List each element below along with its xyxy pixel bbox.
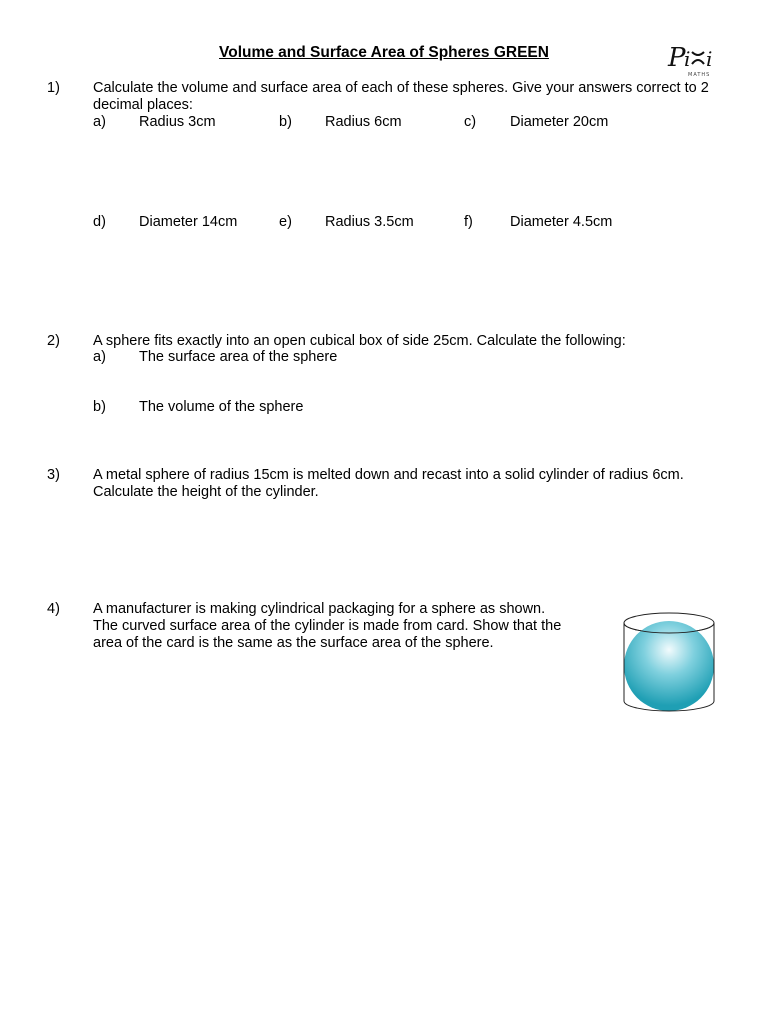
question-1-text: Calculate the volume and surface area of each of these spheres. Give your answers correct to 2 decimal places: (93, 80, 709, 113)
q2-part-a-text: The surface area of the sphere (139, 349, 338, 365)
q1-part-f-text: Diameter 4.5cm (510, 214, 613, 230)
question-2-text: A sphere fits exactly into an open cubical box of side 25cm. Calculate the following: (93, 333, 626, 349)
q1-part-f-label: f) (464, 214, 473, 230)
q1-part-a-label: a) (93, 114, 106, 130)
question-3-text: A metal sphere of radius 15cm is melted down and recast into a solid cylinder of radius 6cm. Calculate the height of the cylinder. (93, 467, 684, 500)
question-4-line-2: The curved surface area of the cylinder is made from card. Show that the (93, 618, 562, 634)
q1-part-b-label: b) (279, 114, 292, 130)
question-4-number: 4) (47, 601, 60, 617)
question-3-number: 3) (47, 467, 60, 483)
pixi-maths-logo (666, 38, 724, 80)
svg-text:P: P (668, 43, 686, 73)
svg-text:i: i (706, 47, 713, 71)
sphere (624, 621, 714, 711)
q1-part-c-text: Diameter 20cm (510, 114, 609, 130)
q2-part-b-label: b) (93, 399, 106, 415)
question-4-line-3: area of the card is the same as the surface area of the sphere. (93, 635, 494, 651)
question-4-line-1: A manufacturer is making cylindrical packaging for a sphere as shown. (93, 601, 546, 617)
q1-part-a-text: Radius 3cm (139, 114, 216, 130)
question-1-number: 1) (47, 80, 60, 96)
sphere-in-cylinder-figure (618, 608, 720, 712)
q1-part-e-text: Radius 3.5cm (325, 214, 414, 230)
question-2-number: 2) (47, 333, 60, 349)
q1-part-d-text: Diameter 14cm (139, 214, 238, 230)
svg-text:i: i (684, 47, 691, 71)
q1-part-d-label: d) (93, 214, 106, 230)
q1-part-c-label: c) (464, 114, 477, 130)
page-title: Volume and Surface Area of Spheres GREEN (219, 44, 549, 61)
q2-part-a-label: a) (93, 349, 106, 365)
q1-part-e-label: e) (279, 214, 292, 230)
svg-text:MATHS: MATHS (688, 72, 711, 78)
q1-part-b-text: Radius 6cm (325, 114, 402, 130)
q2-part-b-text: The volume of the sphere (139, 399, 304, 415)
